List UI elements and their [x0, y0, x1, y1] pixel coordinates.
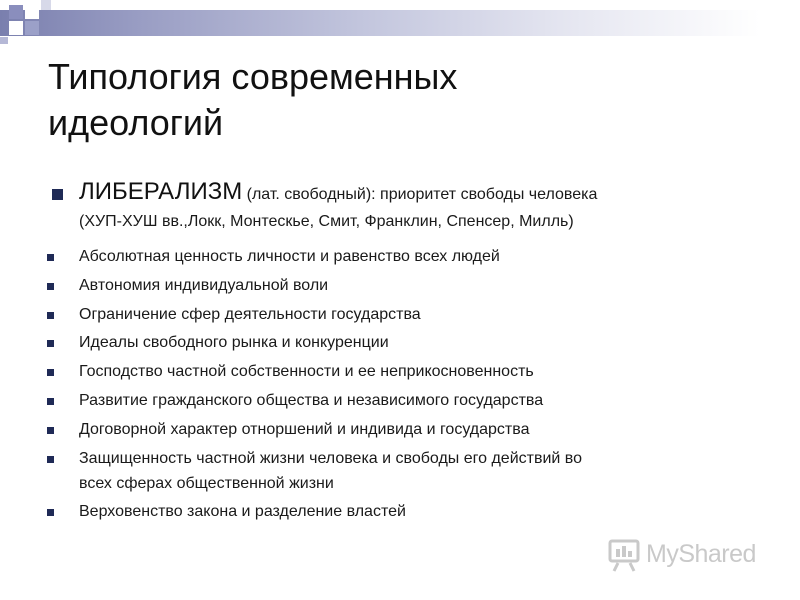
- bullet-square-icon: [47, 254, 54, 261]
- list-item-text-line1: Защищенность частной жизни человека и свободы его действий во: [79, 450, 582, 467]
- slide-title-line2: идеологий: [48, 102, 224, 143]
- list-item-text: [79, 446, 739, 496]
- bullet-square-icon: [47, 312, 54, 319]
- slide-title-line1: Типология современных: [48, 56, 458, 97]
- bullet-square-icon: [47, 398, 54, 405]
- main-bullet-heading: ЛИБЕРАЛИЗМ: [79, 178, 243, 205]
- bullet-square-icon: [47, 283, 54, 290]
- bullet-square-icon: [47, 509, 54, 516]
- bullet-square-icon: [47, 456, 54, 463]
- myshared-logo-icon: [608, 537, 642, 573]
- bullet-square-icon: [47, 340, 54, 347]
- bullet-square-icon: [47, 427, 54, 434]
- main-bullet-line1: (лат. свободный): приоритет свободы человека: [242, 186, 598, 203]
- list-item-text: Развитие гражданского общества и независимого государства: [79, 392, 544, 409]
- main-bullet-line2: (ХУП-ХУШ вв.,Локк, Монтескье, Смит, Франклин, Спенсер, Милль): [79, 213, 574, 230]
- list-item-text: Автономия индивидуальной воли: [79, 277, 329, 294]
- list-item-text: Господство частной собственности и ее неприкосновенность: [79, 363, 534, 380]
- watermark-text: MyShared: [646, 540, 756, 568]
- list-item-text: Верховенство закона и разделение властей: [79, 503, 406, 520]
- list-item-text: Ограничение сфер деятельности государства: [79, 306, 421, 323]
- bullet-square-icon: [47, 369, 54, 376]
- list-item-text-line2: всех сферах общественной жизни: [79, 475, 334, 492]
- list-item-text: Договорной характер отноршений и индивида и государства: [79, 421, 530, 438]
- list-item-text: Абсолютная ценность личности и равенство всех людей: [79, 248, 500, 265]
- myshared-watermark: [608, 537, 778, 573]
- list-item-text: Идеалы свободного рынка и конкуренции: [79, 334, 389, 351]
